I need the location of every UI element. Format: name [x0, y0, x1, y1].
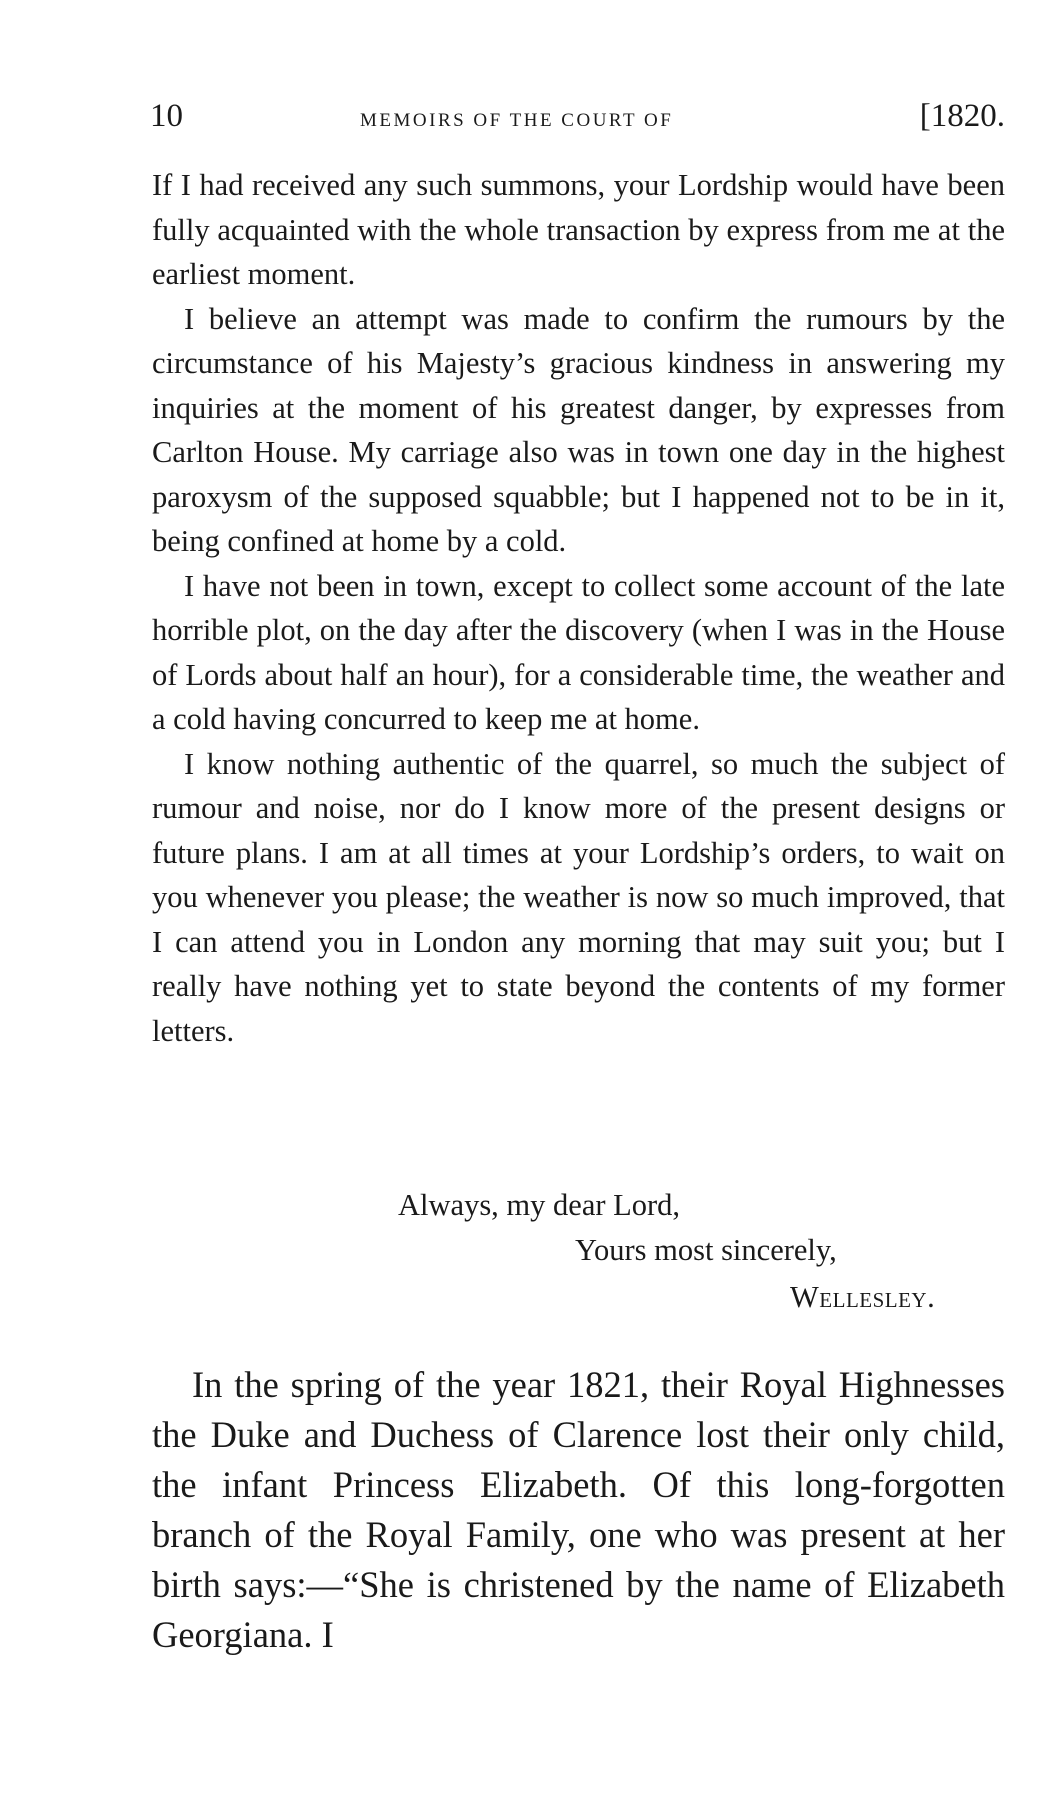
- narrative-body: [152, 1360, 1005, 1660]
- running-title: MEMOIRS OF THE COURT OF: [360, 110, 674, 131]
- narrative-paragraph: In the spring of the year 1821, their Royal Highnesses the Duke and Duchess of Clarence lost their only child, the infant Princess Elizabeth. Of this long-forgotten branch of the Royal Family, one who was present at her birth says:—“She is christened by the name of Elizabeth Georgiana. I: [152, 1364, 1005, 1655]
- running-head: [150, 98, 1005, 142]
- letter-paragraph: I know nothing authentic of the quarrel, so much the subject of rumour and noise, nor do I know more of the present designs or future plans. I am at all times at your Lordship’s orders, to wait on you whenever you please; the weather is now so much improved, that I can attend you in London any morning that may suit you; but I really have nothing yet to state beyond the contents of my former letters.: [152, 746, 1005, 1048]
- letter-paragraph: I believe an attempt was made to confirm the rumours by the circumstance of his Majesty’s gracious kindness in answering my inquiries at the moment of his greatest danger, by expresses from Carlton House. My carriage also was in town one day in the highest paroxysm of the supposed squabble; but I happened not to be in it, being confined at home by a cold.: [152, 301, 1005, 558]
- letter-closing-salutation: Always, my dear Lord,: [398, 1188, 681, 1222]
- letter-signature: Wellesley.: [790, 1280, 936, 1314]
- letter-paragraph: If I had received any such summons, your Lordship would have been fully acquainted with the whole transaction by express from me at the earliest moment.: [152, 168, 1005, 291]
- letter-paragraph: I have not been in town, except to collect some account of the late horrible plot, on the day after the discovery (when I was in the House of Lords about half an hour), for a considerable time, the weather and a cold having concurred to keep me at home.: [152, 568, 1005, 736]
- page-number: 10: [150, 98, 183, 134]
- letter-body: [152, 163, 1005, 1053]
- running-year: [1820.: [919, 98, 1005, 134]
- letter-closing-valediction: Yours most sincerely,: [575, 1233, 837, 1267]
